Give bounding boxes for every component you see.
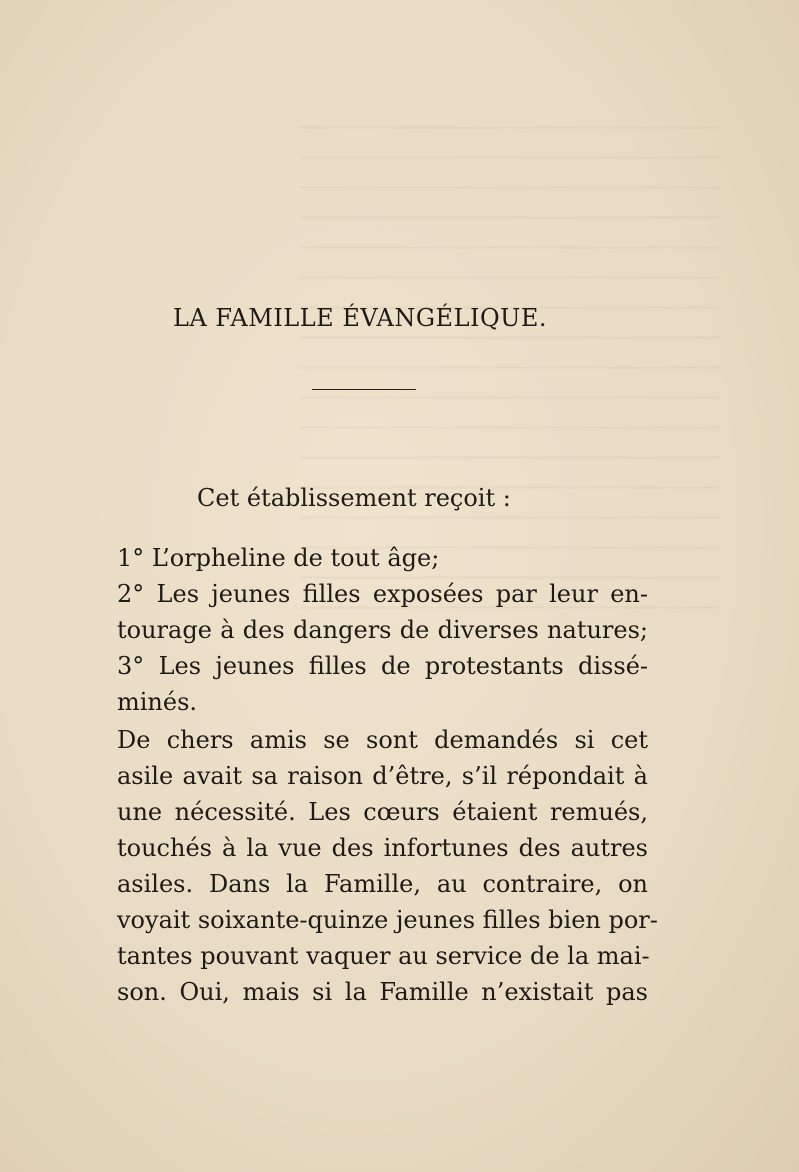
text-line: asile avait sa raison d’être, s’il répondait à <box>117 762 648 790</box>
list-item-2: 2° Les jeunes filles exposées par leur en- <box>117 580 648 608</box>
paragraph-start: De chers amis se sont demandés si cet <box>117 726 648 754</box>
text-line: tourage à des dangers de diverses natures; <box>117 616 648 644</box>
text-line: asiles. Dans la Famille, au contraire, on <box>117 870 648 898</box>
text-line: une nécessité. Les cœurs étaient remués, <box>117 798 648 826</box>
list-item-3: 3° Les jeunes filles de protestants dissé- <box>117 652 648 680</box>
title-rule <box>312 389 416 390</box>
text-line: tantes pouvant vaquer au service de la mai- <box>117 942 650 970</box>
text-line: voyait soixante-quinze jeunes filles bien por- <box>117 906 658 934</box>
chapter-title: LA FAMILLE ÉVANGÉLIQUE. <box>172 304 548 332</box>
intro-line: Cet établissement reçoit : <box>197 484 511 512</box>
list-item-1: 1° L’orpheline de tout âge; <box>117 544 440 572</box>
text-line: minés. <box>117 688 198 716</box>
text-line: touchés à la vue des infortunes des autres <box>117 834 648 862</box>
text-line: son. Oui, mais si la Famille n’existait pas <box>117 978 648 1006</box>
